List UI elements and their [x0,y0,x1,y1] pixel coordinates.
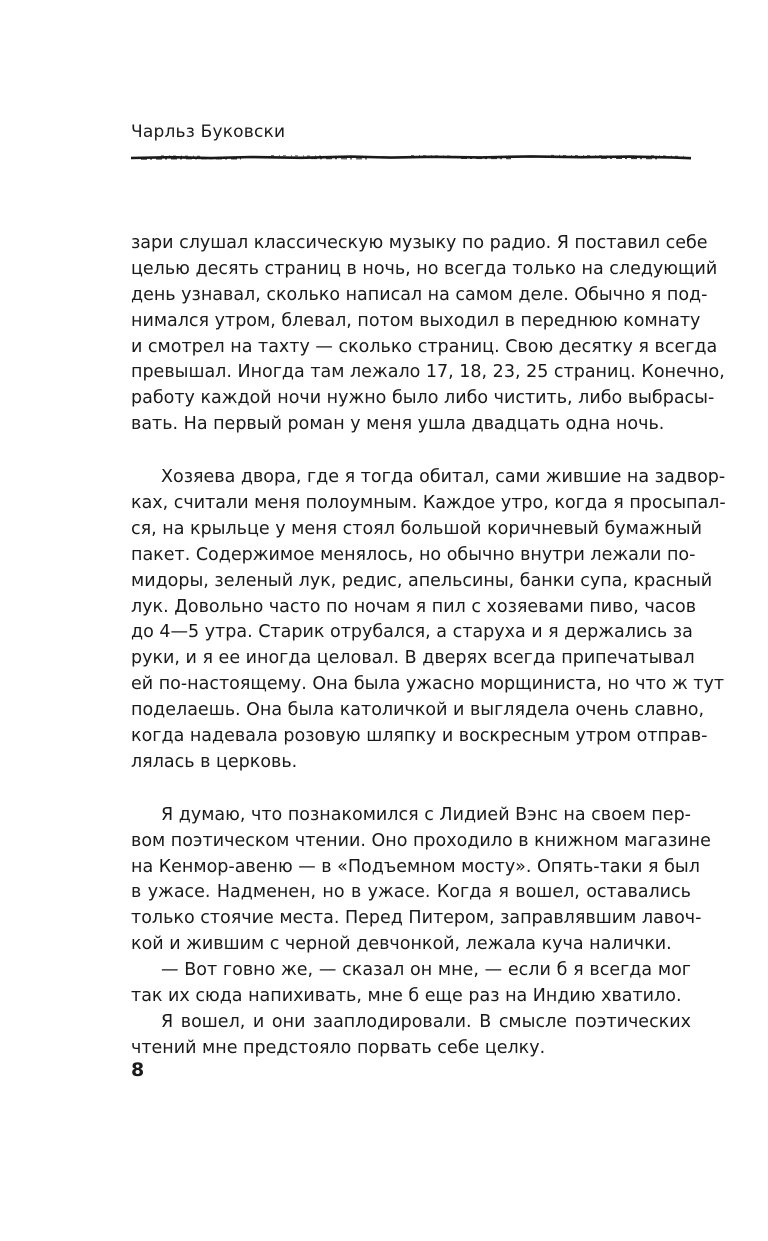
text-line: — Вот говно же, — сказал он мне, — если б я всегда мог [161,960,691,981]
text-line: зари слушал классическую музыку по радио. Я поставил себе [131,233,708,253]
text-line: вать. На первый роман у меня ушла двадцать одна ночь. [131,414,665,435]
paragraph [131,231,725,438]
text-line: вом поэтическом чтении. Оно проходило в книжном магазине [131,830,711,851]
text-line: Я думаю, что познакомился с Лидией Вэнс на своем пер- [161,804,691,825]
text-line: до 4—5 утра. Старик отрубался, а старуха и я держались за [131,622,693,643]
text-line: ей по-настоящему. Она была ужасно морщиниста, но что ж тут [131,674,725,695]
paragraph [131,958,691,1010]
body-text [131,231,726,1062]
paragraph-gap [131,776,691,803]
text-line: только стоячие места. Перед Питером, заправлявшим лавоч- [131,908,702,929]
text-line: день узнавал, сколько написал на самом деле. Обычно я под- [131,284,708,305]
text-line: Я вошел, и они зааплодировали. В смысле поэтических [161,1011,691,1032]
text-line: так их сюда напихивать, мне б еще раз на Индию хватило. [131,986,682,1007]
text-line: мидоры, зеленый лук, редис, апельсины, банки супа, красный [131,570,713,591]
paragraph [131,1010,691,1062]
text-line: поделаешь. Она была католичкой и выглядела очень славно, [131,700,705,721]
text-line: чтений мне предстояло порвать себе целку. [131,1037,546,1058]
paragraph [131,465,726,776]
running-head-author: Чарльз Буковски [131,122,286,142]
text-line: лялась в церковь. [131,751,298,772]
paragraph [131,803,711,958]
header-rule [131,152,691,162]
text-line: и смотрел на тахту — сколько страниц. Свою десятку я всегда [131,336,718,357]
text-line: работу каждой ночи нужно было либо чистить, либо выбрасы- [131,388,715,409]
text-line: пакет. Содержимое менялось, но обычно внутри лежали по- [131,544,696,565]
text-line: кой и жившим с черной девчонкой, лежала куча налички. [131,934,672,955]
paragraph-gap [131,438,691,465]
text-line: когда надевала розовую шляпку и воскресным утром отправ- [131,726,708,747]
text-line: ках, считали меня полоумным. Каждое утро, когда я просыпал- [131,493,726,514]
text-line: нимался утром, блевал, потом выходил в переднюю комнату [131,310,701,331]
page-number: 8 [131,1059,145,1081]
text-line: лук. Довольно часто по ночам я пил с хозяевами пиво, часов [131,596,697,617]
text-line: Хозяева двора, где я тогда обитал, сами жившие на задвор- [161,467,726,488]
text-line: руки, и я ее иногда целовал. В дверях всегда припечатывал [131,648,695,669]
text-line: ся, на крыльце у меня стоял большой коричневый бумажный [131,518,702,539]
text-line: превышал. Иногда там лежало 17, 18, 23, 25 страниц. Конечно, [131,362,725,383]
text-line: в ужасе. Надменен, но в ужасе. Когда я вошел, оставались [131,882,691,903]
text-line: на Кенмор-авеню — в «Подъемном мосту». Опять-таки я был [131,856,700,877]
text-line: целью десять страниц в ночь, но всегда только на следующий [131,258,718,279]
